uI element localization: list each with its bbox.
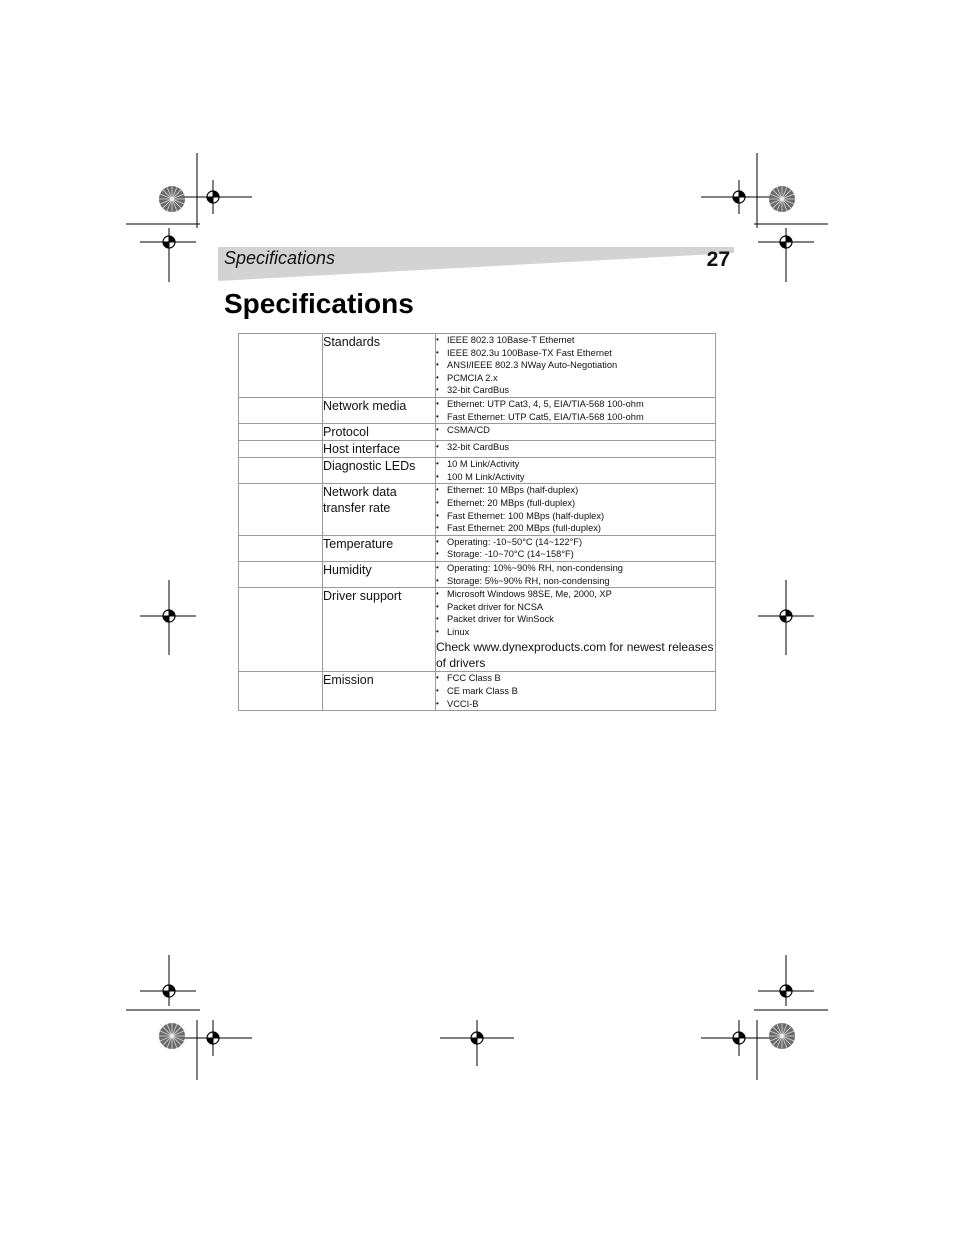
spec-bullet-item: • IEEE 802.3 10Base-T Ethernet xyxy=(436,334,715,347)
spec-bullet-item: • Operating: 10%~90% RH, non-condensing xyxy=(436,562,715,575)
spec-label-line: Diagnostic LEDs xyxy=(323,459,416,474)
spec-bullet-item: • Fast Ethernet: 200 MBps (full-duplex) xyxy=(436,522,715,535)
specifications-table xyxy=(238,333,716,711)
spec-bullet-list xyxy=(436,588,715,638)
spec-label-line: Network data xyxy=(323,485,397,500)
spec-row xyxy=(239,397,716,423)
spec-row xyxy=(239,672,716,711)
spec-label-line: Driver support xyxy=(323,589,402,604)
spec-blank-cell xyxy=(239,588,323,672)
spec-bullet-item: • Storage: -10~70°C (14~158°F) xyxy=(436,548,715,561)
spec-bullet-item: • ANSI/IEEE 802.3 NWay Auto-Negotiation xyxy=(436,359,715,372)
spec-blank-cell xyxy=(239,535,323,561)
spec-bullet-item: • Packet driver for NCSA xyxy=(436,601,715,614)
spec-bullet-item: • Ethernet: 20 MBps (full-duplex) xyxy=(436,497,715,510)
spec-row xyxy=(239,458,716,484)
spec-blank-cell xyxy=(239,484,323,535)
spec-bullet-item: • Packet driver for WinSock xyxy=(436,613,715,626)
spec-values xyxy=(436,458,716,484)
spec-values xyxy=(436,397,716,423)
spec-row xyxy=(239,561,716,587)
spec-bullet-item: • Microsoft Windows 98SE, Me, 2000, XP xyxy=(436,588,715,601)
spec-bullet-item: • Fast Ethernet: 100 MBps (half-duplex) xyxy=(436,510,715,523)
spec-bullet-list xyxy=(436,424,715,437)
spec-label xyxy=(323,397,436,423)
spec-label xyxy=(323,535,436,561)
spec-label xyxy=(323,424,436,441)
spec-bullet-list xyxy=(436,536,715,561)
spec-bullet-item: • VCCI-B xyxy=(436,698,715,711)
spec-label-line: Humidity xyxy=(323,562,372,577)
spec-bullet-item: • 10 M Link/Activity xyxy=(436,458,715,471)
spec-blank-cell xyxy=(239,397,323,423)
spec-bullet-list xyxy=(436,334,715,397)
spec-blank-cell xyxy=(239,672,323,711)
spec-bullet-item: • 100 M Link/Activity xyxy=(436,471,715,484)
spec-bullet-item: • Linux xyxy=(436,626,715,639)
spec-blank-cell xyxy=(239,424,323,441)
spec-values xyxy=(436,672,716,711)
spec-blank-cell xyxy=(239,441,323,458)
spec-label-line: transfer rate xyxy=(323,501,391,516)
spec-values xyxy=(436,484,716,535)
running-head: Specifications xyxy=(224,248,336,268)
spec-values xyxy=(436,588,716,672)
spec-blank-cell xyxy=(239,458,323,484)
spec-row xyxy=(239,424,716,441)
spec-bullet-item: • 32-bit CardBus xyxy=(436,441,715,454)
spec-label xyxy=(323,334,436,398)
spec-label-line: Host interface xyxy=(323,442,401,457)
spec-bullet-list xyxy=(436,562,715,587)
spec-bullet-list xyxy=(436,458,715,483)
page-number: 27 xyxy=(706,248,730,271)
spec-row xyxy=(239,441,716,458)
spec-bullet-item: • PCMCIA 2.x xyxy=(436,372,715,385)
spec-bullet-item: • Ethernet: 10 MBps (half-duplex) xyxy=(436,484,715,497)
spec-values xyxy=(436,334,716,398)
spec-label xyxy=(323,441,436,458)
spec-bullet-item: • Operating: -10~50°C (14~122°F) xyxy=(436,536,715,549)
driver-note: Check www.dynexproducts.com for newest releases of drivers xyxy=(436,640,714,671)
spec-row xyxy=(239,484,716,535)
page-title: Specifications xyxy=(224,288,414,319)
spec-label xyxy=(323,458,436,484)
spec-bullet-item: • 32-bit CardBus xyxy=(436,384,715,397)
spec-label-line: Protocol xyxy=(323,425,369,440)
spec-values xyxy=(436,424,716,441)
spec-bullet-item: • IEEE 802.3u 100Base-TX Fast Ethernet xyxy=(436,347,715,360)
spec-bullet-item: • FCC Class B xyxy=(436,672,715,685)
spec-row xyxy=(239,535,716,561)
spec-bullet-list xyxy=(436,672,715,710)
spec-label xyxy=(323,484,436,535)
spec-bullet-list xyxy=(436,441,715,454)
spec-label-line: Temperature xyxy=(323,536,394,551)
spec-label-line: Emission xyxy=(323,673,374,688)
spec-label-line: Network media xyxy=(323,398,407,413)
spec-bullet-item: • CE mark Class B xyxy=(436,685,715,698)
spec-bullet-item: • CSMA/CD xyxy=(436,424,715,437)
spec-bullet-list xyxy=(436,398,715,423)
spec-bullet-item: • Storage: 5%~90% RH, non-condensing xyxy=(436,575,715,588)
spec-label xyxy=(323,588,436,672)
spec-blank-cell xyxy=(239,561,323,587)
spec-values xyxy=(436,535,716,561)
spec-row xyxy=(239,588,716,672)
spec-label xyxy=(323,561,436,587)
spec-label xyxy=(323,672,436,711)
spec-row xyxy=(239,334,716,398)
spec-values xyxy=(436,441,716,458)
spec-bullet-item: • Fast Ethernet: UTP Cat5, EIA/TIA-568 100-ohm xyxy=(436,411,715,424)
spec-bullet-list xyxy=(436,484,715,534)
spec-label-line: Standards xyxy=(323,335,380,349)
spec-values xyxy=(436,561,716,587)
spec-blank-cell xyxy=(239,334,323,398)
spec-bullet-item: • Ethernet: UTP Cat3, 4, 5, EIA/TIA-568 100-ohm xyxy=(436,398,715,411)
